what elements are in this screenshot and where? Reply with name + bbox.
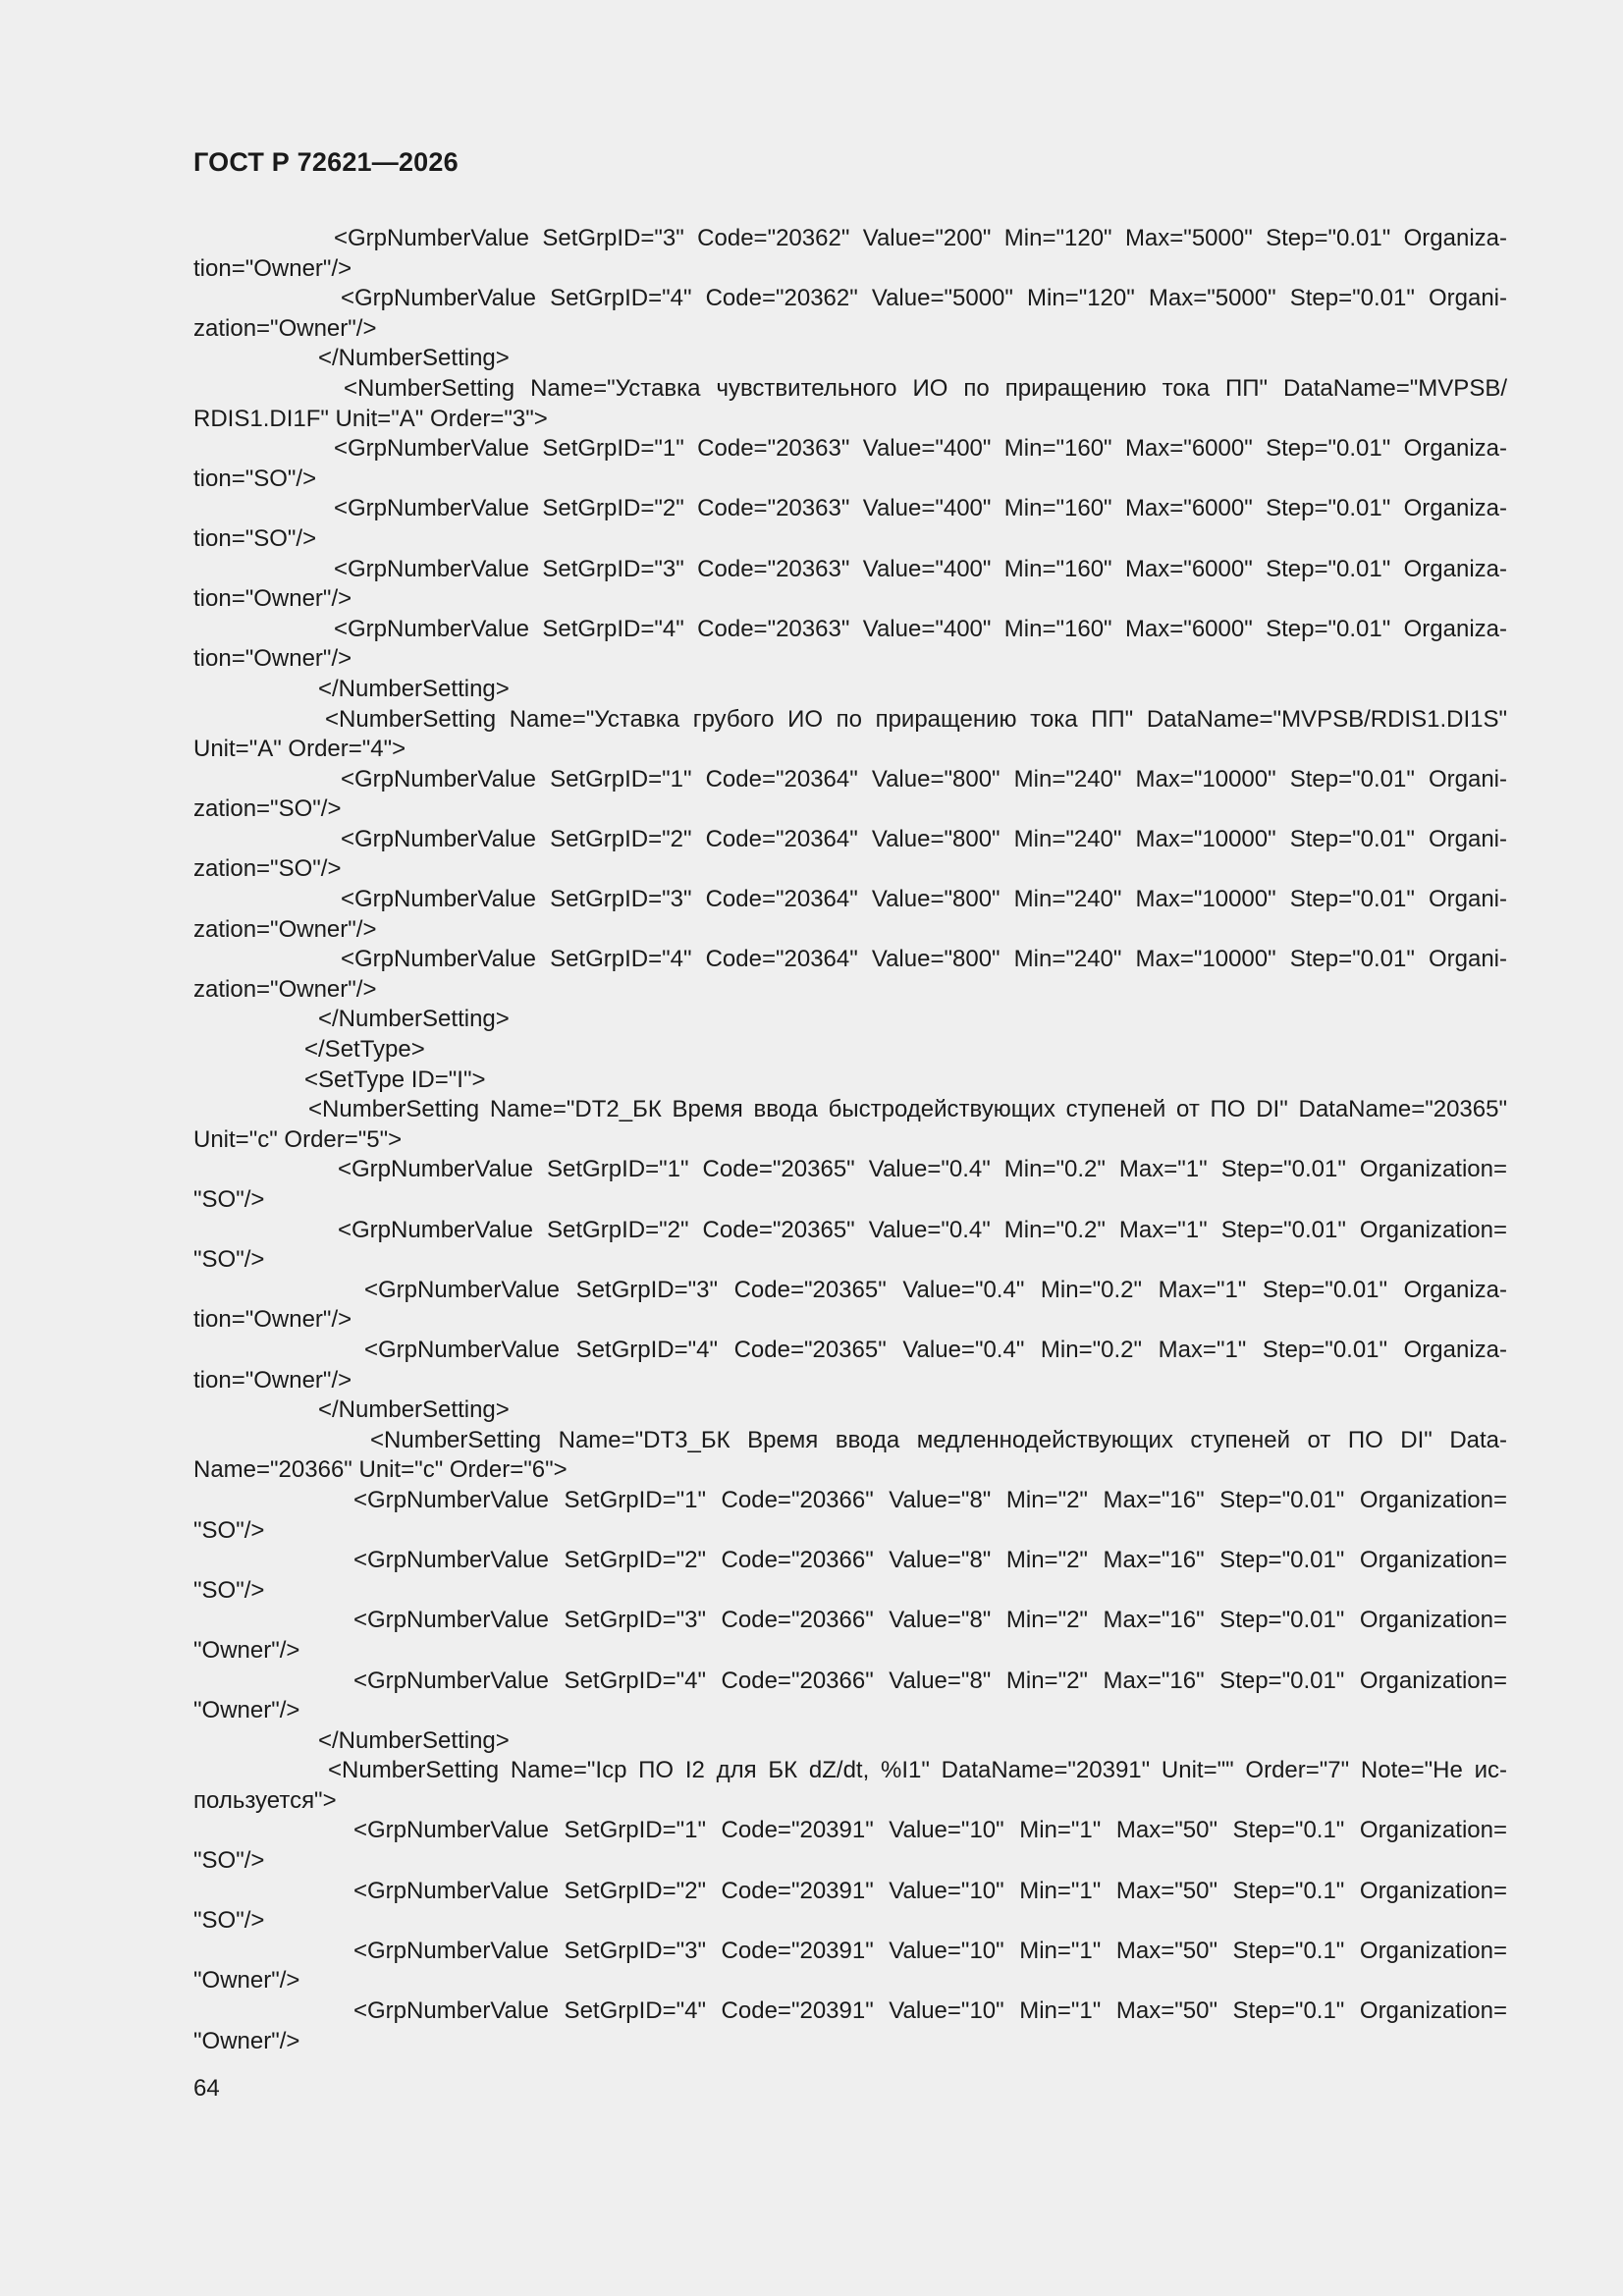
- xml-paragraph: <GrpNumberValue SetGrpID="3" Code="20362" Value="200" Min="120" Max="5000" Step="0.01" Organiza-tion="Owner"/>: [193, 225, 1507, 282]
- xml-paragraph: <GrpNumberValue SetGrpID="4" Code="20363" Value="400" Min="160" Max="6000" Step="0.01" Organiza-tion="Owner"/>: [193, 615, 1507, 673]
- xml-line: </NumberSetting>: [318, 1726, 510, 1754]
- xml-paragraph: <NumberSetting Name="Icp ПО I2 для БК dZ/dt, %I1" DataName="20391" Unit="" Order="7" Note="Не ис-пользуется">: [193, 1757, 1507, 1814]
- xml-paragraph: <NumberSetting Name="Уставка чувствительного ИО по приращению тока ПП" DataName="MVPSB/ RDIS1.DI1F" Unit="A" Order="3">: [193, 374, 1507, 432]
- xml-paragraph: <GrpNumberValue SetGrpID="3" Code="20391" Value="10" Min="1" Max="50" Step="0.1" Organization= "Owner"/>: [193, 1937, 1507, 1995]
- xml-paragraph: <GrpNumberValue SetGrpID="4" Code="20391" Value="10" Min="1" Max="50" Step="0.1" Organization= "Owner"/>: [193, 1997, 1507, 2054]
- xml-paragraph: <GrpNumberValue SetGrpID="4" Code="20362" Value="5000" Min="120" Max="5000" Step="0.01" Organi-zation="Owner"/>: [193, 285, 1507, 342]
- xml-paragraph: <NumberSetting Name="DT2_БК Время ввода быстродействующих ступеней от ПО DI" DataName="20365" Unit="с" Order="5">: [193, 1096, 1507, 1153]
- page-number: 64: [193, 2075, 220, 2102]
- xml-paragraph: <NumberSetting Name="Уставка грубого ИО по приращению тока ПП" DataName="MVPSB/RDIS1.DI1S" Unit="A" Order="4">: [193, 705, 1507, 763]
- xml-paragraph: <GrpNumberValue SetGrpID="1" Code="20366" Value="8" Min="2" Max="16" Step="0.01" Organization= "SO"/>: [193, 1486, 1507, 1544]
- xml-paragraph: <GrpNumberValue SetGrpID="4" Code="20364" Value="800" Min="240" Max="10000" Step="0.01" Organi-zation="Owner"/>: [193, 946, 1507, 1003]
- xml-line: <SetType ID="I">: [304, 1066, 486, 1093]
- xml-paragraph: <GrpNumberValue SetGrpID="1" Code="20364" Value="800" Min="240" Max="10000" Step="0.01" Organi-zation="SO"/>: [193, 765, 1507, 823]
- xml-line: </NumberSetting>: [318, 675, 510, 702]
- xml-line: </NumberSetting>: [318, 1006, 510, 1033]
- xml-line: </NumberSetting>: [318, 1396, 510, 1424]
- xml-paragraph: <GrpNumberValue SetGrpID="3" Code="20366" Value="8" Min="2" Max="16" Step="0.01" Organization= "Owner"/>: [193, 1607, 1507, 1664]
- xml-paragraph: <GrpNumberValue SetGrpID="2" Code="20391" Value="10" Min="1" Max="50" Step="0.1" Organization= "SO"/>: [193, 1877, 1507, 1935]
- xml-line: </SetType>: [304, 1036, 425, 1064]
- xml-paragraph: <GrpNumberValue SetGrpID="1" Code="20363" Value="400" Min="160" Max="6000" Step="0.01" Organiza-tion="SO"/>: [193, 435, 1507, 492]
- xml-paragraph: <GrpNumberValue SetGrpID="3" Code="20365" Value="0.4" Min="0.2" Max="1" Step="0.01" Organiza-tion="Owner"/>: [193, 1276, 1507, 1334]
- xml-paragraph: <GrpNumberValue SetGrpID="3" Code="20363" Value="400" Min="160" Max="6000" Step="0.01" Organiza-tion="Owner"/>: [193, 555, 1507, 613]
- xml-paragraph: <GrpNumberValue SetGrpID="3" Code="20364" Value="800" Min="240" Max="10000" Step="0.01" Organi-zation="Owner"/>: [193, 886, 1507, 943]
- xml-listing: [193, 224, 1507, 2056]
- xml-paragraph: <GrpNumberValue SetGrpID="2" Code="20363" Value="400" Min="160" Max="6000" Step="0.01" Organiza-tion="SO"/>: [193, 495, 1507, 552]
- xml-paragraph: <GrpNumberValue SetGrpID="2" Code="20366" Value="8" Min="2" Max="16" Step="0.01" Organization= "SO"/>: [193, 1547, 1507, 1604]
- xml-line: </NumberSetting>: [318, 345, 510, 372]
- document-header: ГОСТ Р 72621—2026: [193, 147, 459, 177]
- xml-paragraph: <GrpNumberValue SetGrpID="2" Code="20365" Value="0.4" Min="0.2" Max="1" Step="0.01" Organization= "SO"/>: [193, 1216, 1507, 1274]
- xml-paragraph: <GrpNumberValue SetGrpID="1" Code="20391" Value="10" Min="1" Max="50" Step="0.1" Organization= "SO"/>: [193, 1817, 1507, 1875]
- xml-paragraph: <GrpNumberValue SetGrpID="4" Code="20366" Value="8" Min="2" Max="16" Step="0.01" Organization= "Owner"/>: [193, 1667, 1507, 1724]
- xml-paragraph: <NumberSetting Name="DT3_БК Время ввода медленнодействующих ступеней от ПО DI" Data-Name="20366" Unit="с" Order="6">: [193, 1426, 1507, 1484]
- xml-paragraph: <GrpNumberValue SetGrpID="1" Code="20365" Value="0.4" Min="0.2" Max="1" Step="0.01" Organization= "SO"/>: [193, 1156, 1507, 1213]
- xml-paragraph: <GrpNumberValue SetGrpID="4" Code="20365" Value="0.4" Min="0.2" Max="1" Step="0.01" Organiza-tion="Owner"/>: [193, 1336, 1507, 1394]
- xml-paragraph: <GrpNumberValue SetGrpID="2" Code="20364" Value="800" Min="240" Max="10000" Step="0.01" Organi-zation="SO"/>: [193, 825, 1507, 883]
